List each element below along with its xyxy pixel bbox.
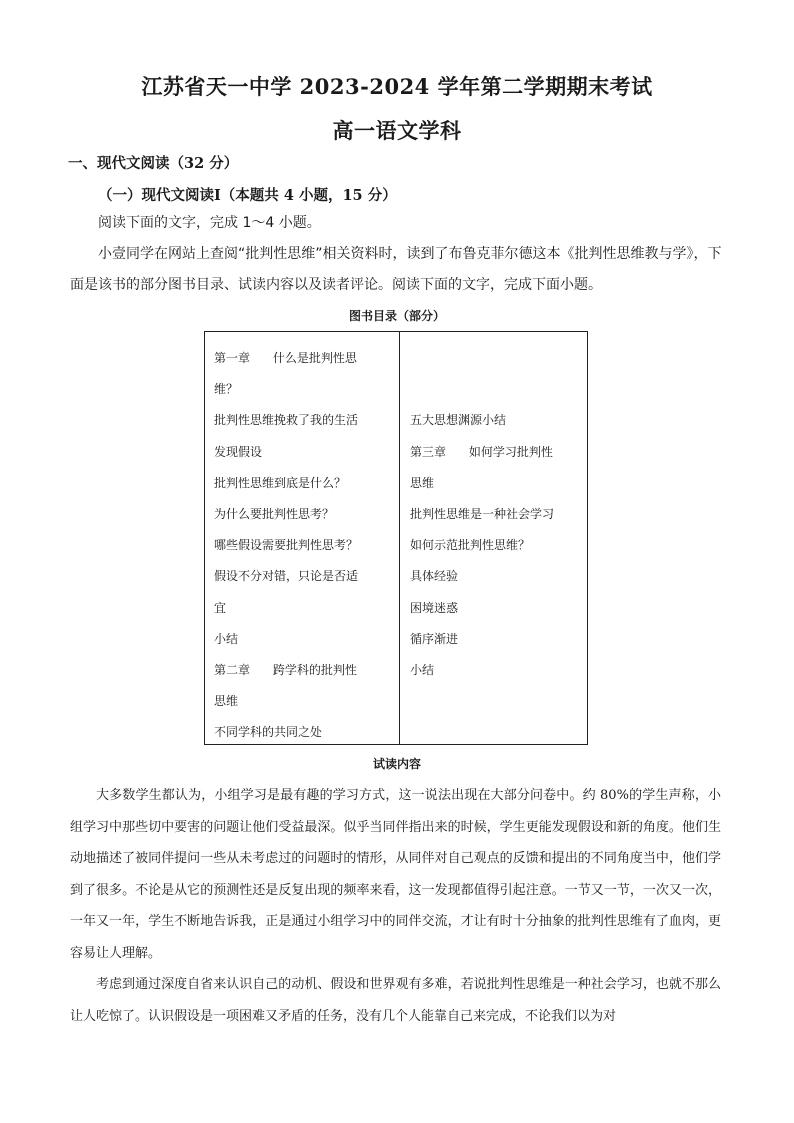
toc-line: 思维	[214, 694, 239, 709]
section-heading: 一、现代文阅读（32 分）	[68, 155, 239, 172]
toc-line: 如何示范批判性思维？	[410, 538, 531, 553]
toc-line: 循序渐进	[410, 631, 459, 646]
toc-line: 第一章 什么是批判性思	[214, 351, 357, 365]
toc-line: 批判性思维到底是什么？	[214, 475, 347, 490]
exam-subtitle: 高一语文学科	[332, 118, 462, 143]
toc-line: 维？	[214, 382, 239, 397]
toc-line: 第二章 跨学科的批判性	[214, 663, 357, 678]
toc-left-column	[214, 343, 392, 749]
toc-line: 为什么要批判性思考？	[214, 507, 335, 522]
instruction-text: 阅读下面的文字，完成 1～4 小题。	[98, 215, 321, 231]
toc-line: 假设不分对错，只论是否适	[214, 569, 359, 584]
exam-title: 江苏省天一中学 2023-2024 学年第二学期期末考试	[141, 74, 653, 99]
toc-line: 小结	[214, 631, 239, 646]
toc-line: 小结	[410, 663, 435, 678]
toc-table	[204, 331, 588, 745]
context-paragraph: 小壹同学在网站上查阅“批判性思维”相关资料时，读到了布鲁克菲尔德这本《批判性思维教与学》，下面是该书的部分图书目录、试读内容以及读者评论。阅读下面的文字，完成下面小题。	[70, 246, 722, 293]
toc-line: 具体经验	[410, 569, 459, 584]
toc-line: 批判性思维是一种社会学习	[410, 507, 555, 522]
excerpt-paragraph-1: 大多数学生都认为，小组学习是最有趣的学习方式，这一说法出现在大部分问卷中。约 80%的学生声称，小组学习中那些切中要害的问题让他们受益最深。似乎当同伴指出来的时候，学生更能发现假设和新的角度。他们生动地描述了被同伴提问一些从未考虑过的问题时的情形，从同伴对自己观点的反馈和提出的不同角度当中，他们学到了很多。不论是从它的预测性还是反复出现的频率来看，这一发现都值得引起注意。一节又一节，一次又一次，一年又一年，学生不断地告诉我，正是通过小组学习中的同伴交流，才让有时十分抽象的批判性思维有了血肉，更容易让人理解。	[70, 788, 721, 961]
toc-caption: 图书目录（部分）	[348, 309, 445, 323]
toc-line: 思维	[410, 475, 435, 490]
toc-line: 不同学科的共同之处	[214, 725, 323, 740]
toc-line: 宜	[214, 600, 227, 615]
toc-line	[410, 374, 582, 405]
toc-column-divider	[399, 332, 400, 744]
toc-line: 发现假设	[214, 444, 263, 459]
subsection-heading: （一）现代文阅读Ⅰ（本题共 4 小题，15 分）	[98, 187, 397, 204]
toc-line: 哪些假设需要批判性思考？	[214, 538, 359, 553]
excerpt-paragraph-2: 考虑到通过深度自省来认识自己的动机、假设和世界观有多难，若说批判性思维是一种社会学习，也就不那么让人吃惊了。认识假设是一项困难又矛盾的任务，没有几个人能靠自己来完成，不论我们以为对	[70, 977, 721, 1024]
toc-line: 困境迷惑	[410, 600, 459, 615]
toc-line	[410, 343, 582, 374]
toc-line: 批判性思维挽救了我的生活	[214, 413, 359, 428]
toc-line: 五大思想渊源小结	[410, 413, 507, 428]
excerpt-caption: 试读内容	[372, 757, 421, 771]
toc-right-column	[410, 343, 582, 686]
toc-line: 第三章 如何学习批判性	[410, 444, 553, 459]
